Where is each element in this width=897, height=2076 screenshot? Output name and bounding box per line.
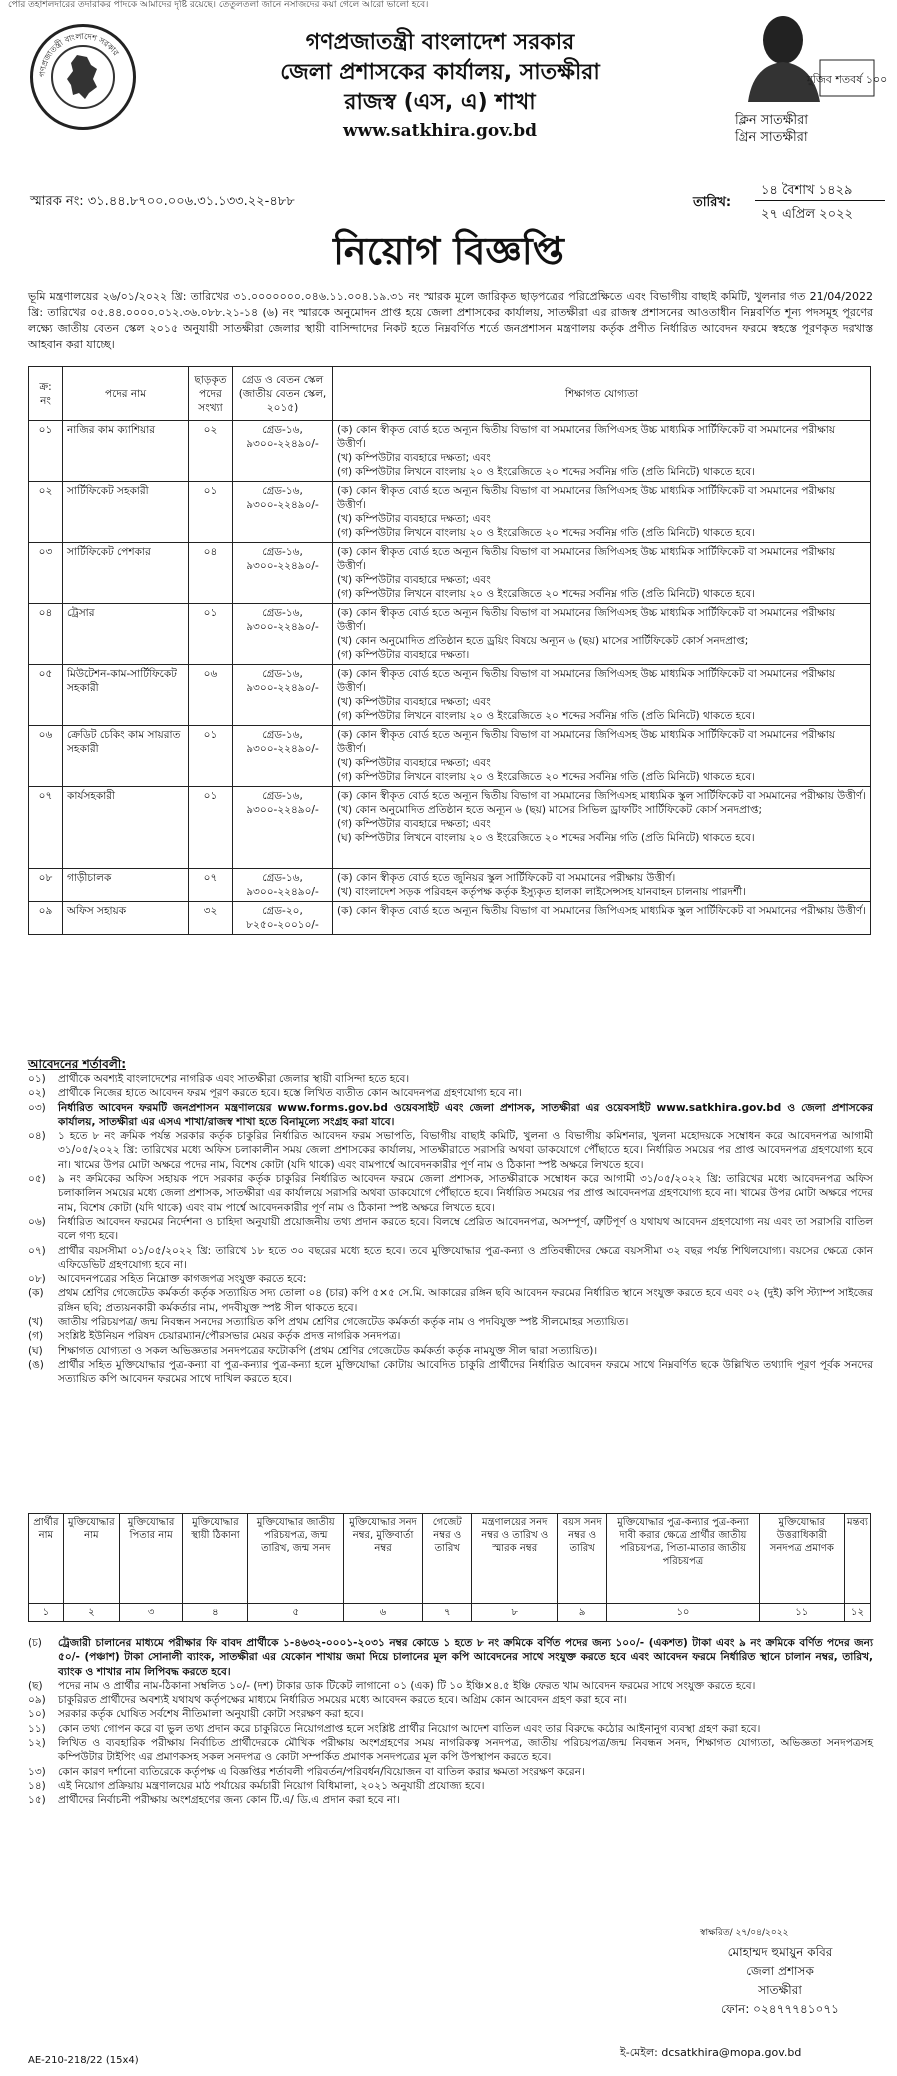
signature-block	[680, 1924, 880, 2019]
condition-item	[28, 1358, 873, 1387]
header-count: ছাড়কৃত পদের সংখ্যা	[189, 367, 233, 421]
condition-number: ০৭)	[28, 1244, 46, 1257]
qualification-line: (ক) কোন স্বীকৃত বোর্ড হতে অন্যূন দ্বিতীয় বিভাগ বা সমমানের জিপিএসহ মাধ্যমিক স্কুল সার্টিফিকেট বা সমমানের পরীক্ষায় উত্তীর্ণ।	[337, 905, 866, 917]
footer-code: AE-210-218/22 (15x4)	[28, 2055, 139, 2066]
post-serial: ০২	[29, 482, 63, 543]
condition-item	[28, 1129, 873, 1172]
qualification-line: (গ) কম্পিউটার লিখনে বাংলায় ২০ ও ইংরেজিতে ২০ শব্দের সর্বনিম্ন গতি (প্রতি মিনিটে) থাকতে হবে।	[337, 588, 755, 600]
docs-number-cell: ১১	[759, 1604, 844, 1622]
post-row	[29, 543, 871, 604]
post-grade-cell	[233, 665, 333, 726]
signed-note: স্বাক্ষরিত/ ২৭/০৪/২০২২	[700, 1928, 789, 1938]
condition-text: ট্রেজারী চালানের মাধ্যমে পরীক্ষার ফি বাবদ প্রার্থীকে ১-৪৬৩২-০০০১-২০৩১ নম্বর কোডে ১ হতে ৮ নং ক্রমিকে বর্ণিত পদের জন্য ১০০/- (একশত) টাকা এবং ৯ নং ক্রমিকে বর্ণিত পদের জন্য ৫০/- (পঞ্চাশ) টাকা সোনালী ব্যাংক, সাতক্ষীরা এর যেকোন শাখায় জমা দিয়ে চালানের মূল কপি আবেদনের সাথে সংযুক্ত করতে হবে এবং আবেদন ফরমে নির্ধারিত স্থানে চালান নম্বর, তারিখ, ব্যাংক ও শাখার নাম লিপিবদ্ধ করতে হবে।	[58, 1637, 873, 1678]
freedom-fighter-table	[28, 1513, 871, 1622]
post-grade-cell	[233, 604, 333, 665]
qualification-line: (খ) কম্পিউটার ব্যবহারে দক্ষতা; এবং	[337, 696, 491, 708]
post-serial: ০৮	[29, 869, 63, 902]
qualification-line: (খ) কম্পিউটার ব্যবহারে দক্ষতা; এবং	[337, 452, 491, 464]
condition-number: ০৬)	[28, 1215, 46, 1228]
posts-table	[28, 366, 871, 935]
docs-header-cell: মুক্তিযোদ্ধার পুত্র-কন্যার পুত্র-কন্যা দাবী করার ক্ষেত্রে প্রার্থীর জাতীয় পরিচয়পত্র, পিতা-মাতার জাতীয় পরিচয়পত্র	[607, 1514, 759, 1604]
condition-number: (গ)	[28, 1330, 44, 1343]
condition-number: ১৫)	[28, 1794, 46, 1807]
docs-number-cell: ১	[29, 1604, 64, 1622]
post-row	[29, 421, 871, 482]
post-name: ট্রেসার	[63, 604, 189, 665]
condition-item	[28, 1779, 873, 1793]
top-clipped-text: পোর তহাশলদারের তদারাকর পাদকে আমাদের দৃষ্টি রয়েছে। তেতুলতলা জানে নসাজদের কয়া গেলে আরো ভালো হবে।	[8, 0, 429, 10]
condition-text: চাকুরিরত প্রার্থীদের অবশ্যই যথাযথ কর্তৃপক্ষের মাধ্যমে নির্ধারিত সময়ের মধ্যে আবেদন করতে হবে। অগ্রিম কোন আবেদন গ্রহণ করা হবে না।	[58, 1694, 627, 1707]
condition-item	[28, 1722, 873, 1736]
signatory-name: মোহাম্মদ হুমায়ুন কবির	[727, 1945, 833, 1959]
condition-item	[28, 1315, 873, 1329]
condition-number: ০৯)	[28, 1694, 46, 1707]
docs-number-cell: ১২	[845, 1604, 871, 1622]
post-qualification	[333, 482, 871, 543]
condition-text: ১ হতে ৮ নং ক্রমিক পর্যন্ত সরকার কর্তৃক চাকুরির নির্ধারিত আবেদন ফরম সভাপতি, বিভাগীয় বাছাই কমিটি, খুলনা ও বিভাগীয় কমিশনার, খুলনা মহোদয়কে সম্বোধন করে আবেদনপত্র আগামী ৩১/০৫/২০২২ খ্রি: তারিখের মধ্যে অফিস চলাকালীন সময় জেলা প্রশাসকের কার্যালয়, সাতক্ষীরাতে সরাসরি অথবা ডাকযোগে পৌঁছাতে হবে। নির্ধারিত সময়ের পর প্রাপ্ত আবেদনপত্র গ্রহণযোগ্য হবে না। খামের উপর মোটা অক্ষরে পদের নাম, বিশেষ কোটা (যদি থাকে) এবং বামপার্শ্বে আবেদনকারীর পূর্ণ নাম ও ঠিকানা স্পষ্ট অক্ষরে লিখতে হবে।	[58, 1130, 873, 1171]
docs-header-cell: বয়স সনদ নম্বর ও তারিখ	[557, 1514, 606, 1604]
post-name: গাড়ীচালক	[63, 869, 189, 902]
condition-item	[28, 1636, 873, 1679]
condition-number: ০১)	[28, 1073, 46, 1085]
conditions-title: আবেদনের শর্তাবলী:	[28, 1057, 127, 1071]
post-serial: ০৯	[29, 902, 63, 935]
office-name: জেলা প্রশাসকের কার্যালয়, সাতক্ষীরা	[280, 60, 600, 85]
post-qualification	[333, 869, 871, 902]
qualification-line: (ক) কোন স্বীকৃত বোর্ড হতে অন্যূন দ্বিতীয় বিভাগ বা সমমানের জিপিএসহ উচ্চ মাধ্যমিক সার্টিফিকেট বা সমমানের পরীক্ষায় উত্তীর্ণ।	[337, 607, 836, 633]
condition-text: প্রার্থীকে অবশ্যই বাংলাদেশের নাগরিক এবং সাতক্ষীরা জেলার স্থায়ী বাসিন্দা হতে হবে।	[58, 1073, 410, 1085]
condition-text: প্রার্থীকে নিজের হাতে আবেদন ফরম পূরণ করতে হবে। হস্তে লিখিত ব্যতীত কোন আবেদনপত্র গ্রহণযোগ্য হবে না।	[58, 1087, 522, 1100]
condition-item	[28, 1244, 873, 1273]
post-grade-cell	[233, 421, 333, 482]
qualification-line: (গ) কম্পিউটার লিখনে বাংলায় ২০ ও ইংরেজিতে ২০ শব্দের সর্বনিম্ন গতি (প্রতি মিনিটে) থাকতে হবে।	[337, 527, 755, 539]
post-row	[29, 665, 871, 726]
docs-number-cell: ৪	[183, 1604, 248, 1622]
post-grade: গ্রেড-১৬,	[262, 607, 303, 619]
qualification-line: (খ) কোন অনুমোদিত প্রতিষ্ঠান হতে অন্যূন ৬ (ছয়) মাসের সিভিল ড্রাফটিং সার্টিফিকেট কোর্স সনদপ্রাপ্ত;	[337, 804, 763, 816]
post-scale: ৮২৫০-২০০১০/-	[246, 919, 319, 931]
post-grade-cell	[233, 787, 333, 869]
docs-number-row	[29, 1604, 871, 1622]
docs-header-cell: গেজেট নম্বর ও তারিখ	[423, 1514, 472, 1604]
website-link[interactable]: www.satkhira.gov.bd	[342, 121, 538, 141]
condition-item	[28, 1707, 873, 1721]
post-name: অফিস সহায়ক	[63, 902, 189, 935]
condition-text: প্রথম শ্রেণির গেজেটেড কর্মকর্তা কর্তৃক সত্যায়িত সদ্য তোলা ০৪ (চার) কপি ৫×৫ সে.মি. আকারের রঙ্গিন ছবি আবেদন ফরমের নির্ধারিত স্থানে সংযুক্ত করতে হবে এবং ০২ (দুই) কপি স্ট্যাম্প সাইজের রঙ্গিন ছবি; প্রত্যয়নকারী কর্মকর্তার নাম, পদবীযুক্ত স্পষ্ট সীল থাকতে হবে।	[58, 1287, 873, 1314]
docs-header-cell: মুক্তিযোদ্ধার উত্তরাধিকারী সনদপত্র প্রমাণক	[759, 1514, 844, 1604]
condition-text: সরকার কর্তৃক ঘোষিত সর্বশেষ নীতিমালা অনুযায়ী কোটা সংরক্ষণ করা হবে।	[58, 1708, 364, 1721]
qualification-line: (ক) কোন স্বীকৃত বোর্ড হতে অন্যূন দ্বিতীয় বিভাগ বা সমমানের জিপিএসহ মাধ্যমিক স্কুল সার্টিফিকেট বা সমমানের পরীক্ষায় উত্তীর্ণ।	[337, 790, 866, 802]
condition-item	[28, 1793, 873, 1807]
qualification-line: (ক) কোন স্বীকৃত বোর্ড হতে জুনিয়র স্কুল সার্টিফিকেট বা সমমানের পরীক্ষায় উত্তীর্ণ।	[337, 872, 676, 884]
header-post: পদের নাম	[63, 367, 189, 421]
header-grade: গ্রেড ও বেতন স্কেল (জাতীয় বেতন স্কেল, ২০১৫)	[233, 367, 333, 421]
docs-number-cell: ১০	[607, 1604, 759, 1622]
docs-header-cell: মুক্তিযোদ্ধার সনদ নম্বর, মুক্তিবার্তা নম্বর	[344, 1514, 423, 1604]
post-scale: ৯৩০০-২২৪৯০/-	[246, 886, 319, 898]
condition-text: পদের নাম ও প্রার্থীর নাম-ঠিকানা সম্বলিত ১০/- (দশ) টাকার ডাক টিকেট লাগানো ০১ (এক) টি ১০ ইঞ্চি×৪.৫ ইঞ্চি ফেরত খাম আবেদন ফরমের সাথে সংযুক্ত করতে হবে।	[58, 1679, 756, 1692]
date-label: তারিখ:	[693, 195, 732, 210]
signatory-phone: ফোন: ০২৪৭৭৭৪১০৭১	[721, 2002, 839, 2016]
docs-header-cell: মুক্তিযোদ্ধার স্থায়ী ঠিকানা	[183, 1514, 248, 1604]
post-qualification	[333, 665, 871, 726]
notice-title: নিয়োগ বিজ্ঞপ্তি	[333, 229, 564, 273]
header-qualification: শিক্ষাগত যোগ্যতা	[333, 367, 871, 421]
post-name: নাজির কাম ক্যাশিয়ার	[63, 421, 189, 482]
date-bangla: ১৪ বৈশাখ ১৪২৯	[755, 182, 885, 201]
conditions-list	[28, 1072, 873, 1387]
condition-number: ১৪)	[28, 1779, 46, 1792]
post-grade: গ্রেড-১৬,	[262, 729, 303, 741]
seal-ring-text: গণপ্রজাতন্ত্রী বাংলাদেশ সরকার	[37, 31, 121, 78]
condition-item	[28, 1329, 873, 1343]
condition-number: ১০)	[28, 1708, 46, 1721]
post-row	[29, 902, 871, 935]
condition-number: ০৪)	[28, 1130, 46, 1143]
post-row	[29, 604, 871, 665]
qualification-line: (খ) কম্পিউটার ব্যবহারে দক্ষতা; এবং	[337, 757, 491, 769]
docs-header-cell: মন্ত্রণালয়ের সনদ নম্বর ও তারিখ ও স্মারক নম্বর	[472, 1514, 557, 1604]
post-grade-cell	[233, 726, 333, 787]
post-name: মিউটেশন-কাম-সার্টিফিকেট সহকারী	[63, 665, 189, 726]
docs-header-cell: মুক্তিযোদ্ধার নাম	[63, 1514, 119, 1604]
docs-number-cell: ৫	[248, 1604, 344, 1622]
post-qualification	[333, 726, 871, 787]
condition-number: (ছ)	[28, 1679, 43, 1692]
condition-text: প্রার্থীদের নির্বাচনী পরীক্ষায় অংশগ্রহণের জন্য কোন টি.এ/ ডি.এ প্রদান করা হবে না।	[58, 1794, 400, 1807]
post-serial: ০৭	[29, 787, 63, 869]
memo-number: স্মারক নং: ৩১.৪৪.৮৭০০.০০৬.৩১.১৩৩.২২-৪৮৮	[30, 194, 295, 209]
condition-number: (ঘ)	[28, 1344, 43, 1357]
post-count: ০৭	[189, 869, 233, 902]
condition-item	[28, 1172, 873, 1215]
qualification-line: (খ) কম্পিউটার ব্যবহারে দক্ষতা; এবং	[337, 513, 491, 525]
condition-text: জাতীয় পরিচয়পত্র/ জন্ম নিবন্ধন সনদের সত্যায়িত কপি প্রথম শ্রেণির গেজেটেড কর্মকর্তা কর্তৃক নাম ও পদবিযুক্ত স্পষ্ট সীলমোহর সত্যায়িত।	[58, 1316, 629, 1329]
post-grade-cell	[233, 482, 333, 543]
post-count: ০১	[189, 787, 233, 869]
condition-number: (খ)	[28, 1316, 44, 1329]
docs-header-cell: মন্তব্য	[845, 1514, 871, 1604]
docs-header-cell: মুক্তিযোদ্ধার পিতার নাম	[119, 1514, 183, 1604]
government-name: গণপ্রজাতন্ত্রী বাংলাদেশ সরকার	[305, 30, 575, 55]
signatory-office: সাতক্ষীরা	[758, 1983, 802, 1997]
qualification-line: (ক) কোন স্বীকৃত বোর্ড হতে অন্যূন দ্বিতীয় বিভাগ বা সমমানের জিপিএসহ উচ্চ মাধ্যমিক সার্টিফিকেট বা সমমানের পরীক্ষায় উত্তীর্ণ।	[337, 485, 836, 511]
post-count: ০৪	[189, 543, 233, 604]
condition-item	[28, 1344, 873, 1358]
post-grade: গ্রেড-১৬,	[262, 790, 303, 802]
condition-item	[28, 1086, 873, 1100]
post-grade: গ্রেড-১৬,	[262, 546, 303, 558]
condition-number: (ঙ)	[28, 1358, 44, 1371]
date-english: ২৭ এপ্রিল ২০২২	[761, 207, 853, 222]
condition-text: কোন তথ্য গোপন করে বা ভুল তথ্য প্রদান করে চাকুরিতে নিয়োগপ্রাপ্ত হলে সংশ্লিষ্ট প্রার্থীর নিয়োগ আদেশ বাতিল এবং তার বিরুদ্ধে কঠোর আইনানুগ ব্যবস্থা গ্রহণ করা হবে।	[58, 1722, 761, 1735]
post-grade: গ্রেড-১৬,	[262, 485, 303, 497]
post-grade: গ্রেড-১৬,	[262, 872, 303, 884]
branch-name: রাজস্ব (এস, এ) শাখা	[344, 90, 536, 115]
seal-ring-icon	[33, 27, 133, 127]
condition-text: লিখিত ও ব্যবহারিক পরীক্ষায় নির্বাচিত প্রার্থীদেরকে মৌখিক পরীক্ষায় অংশগ্রহণের সময় নাগরিকত্ব সনদপত্র, জাতীয় পরিচয়পত্র/জন্ম নিবন্ধন সনদ, শিক্ষাগত যোগ্যতা, অভিজ্ঞতা সনদপত্রসহ কম্পিউটার টাইপিং এর প্রমাণকসহ সকল সনদপত্র ও কোটা সম্পর্কিত প্রমাণক সনদপত্রের মূল কপি উপস্থাপন করতে হবে।	[58, 1737, 873, 1764]
qualification-line: (গ) কম্পিউটার ব্যবহারে দক্ষতা; এবং	[337, 818, 491, 830]
post-qualification	[333, 787, 871, 869]
qualification-line: (গ) কম্পিউটার লিখনে বাংলায় ২০ ও ইংরেজিতে ২০ শব্দের সর্বনিম্ন গতি (প্রতি মিনিটে) থাকতে হবে।	[337, 771, 755, 783]
post-row	[29, 869, 871, 902]
qualification-line: (ক) কোন স্বীকৃত বোর্ড হতে অন্যূন দ্বিতীয় বিভাগ বা সমমানের জিপিএসহ উচ্চ মাধ্যমিক সার্টিফিকেট বা সমমানের পরীক্ষায় উত্তীর্ণ।	[337, 546, 836, 572]
condition-text: সংশ্লিষ্ট ইউনিয়ন পরিষদ চেয়ারম্যান/পৌরসভার মেয়র কর্তৃক প্রদত্ত নাগরিক সনদপত্র।	[58, 1330, 401, 1343]
qualification-line: (খ) বাংলাদেশ সড়ক পরিবহন কর্তৃপক্ষ কর্তৃক ইস্যুকৃত হালকা লাইসেন্সসহ যানবাহন চালনায় পারদর্শী।	[337, 886, 746, 898]
qualification-line: (গ) কম্পিউটার লিখনে বাংলায় ২০ ও ইংরেজিতে ২০ শব্দের সর্বনিম্ন গতি (প্রতি মিনিটে) থাকতে হবে।	[337, 710, 755, 722]
intro-paragraph: ভূমি মন্ত্রণালয়ের ২৬/০১/২০২২ খ্রি: তারিখের ৩১.০০০০০০০.০৪৬.১১.০০৪.১৯.৩১ নং স্মারক মূলে জারিকৃত ছাড়পত্রের পরিপ্রেক্ষিতে এবং বিভাগীয় বাছাই কমিটি, খুলনার গত 21/04/2022 খ্রি: তারিখের ০৫.৪৪.০০০০.০১২.৩৬.০৮৮.২১-১৪ (৬) নং স্মারকে অনুমোদন প্রাপ্ত হয়ে জেলা প্রশাসকের কার্যালয়, সাতক্ষীরা এর রাজস্ব প্রশাসনের আওতাধীন নিম্নবর্ণিত শূন্য পদসমূহ পূরণের লক্ষ্যে জাতীয় বেতন স্কেল ২০১৫ অনুযায়ী সাতক্ষীরা জেলার স্থায়ী বাসিন্দাদের নিকট হতে নিম্নবর্ণিত শর্তে জনপ্রশাসন মন্ত্রণালয় কর্তৃক প্রণীত নির্ধারিত আবেদন ফরমে স্বহস্তে পূরণকৃত দরখাস্ত আহবান করা যাচ্ছে।	[28, 290, 873, 351]
portrait-icon	[728, 10, 888, 102]
post-count: ৩২	[189, 902, 233, 935]
post-serial: ০৪	[29, 604, 63, 665]
centenary-text: মুজিব শতবর্ষ ১০০	[806, 73, 888, 86]
docs-number-cell: ৩	[119, 1604, 183, 1622]
post-qualification	[333, 604, 871, 665]
docs-header-cell: মুক্তিযোদ্ধার জাতীয় পরিচয়পত্র, জন্ম তারিখ, জন্ম সনদ	[248, 1514, 344, 1604]
post-serial: ০৫	[29, 665, 63, 726]
docs-number-cell: ৯	[557, 1604, 606, 1622]
header-serial: ক্র: নং	[29, 367, 63, 421]
post-qualification	[333, 543, 871, 604]
condition-item	[28, 1101, 873, 1130]
post-scale: ৯৩০০-২২৪৯০/-	[246, 682, 319, 694]
post-qualification	[333, 902, 871, 935]
qualification-line: (ক) কোন স্বীকৃত বোর্ড হতে অন্যূন দ্বিতীয় বিভাগ বা সমমানের জিপিএসহ উচ্চ মাধ্যমিক সার্টিফিকেট বা সমমানের পরীক্ষায় উত্তীর্ণ।	[337, 668, 836, 694]
slogan	[735, 112, 885, 146]
condition-number: ০২)	[28, 1087, 46, 1100]
post-scale: ৯৩০০-২২৪৯০/-	[246, 560, 319, 572]
condition-number: ০৮)	[28, 1273, 46, 1286]
post-row	[29, 787, 871, 869]
post-scale: ৯৩০০-২২৪৯০/-	[246, 499, 319, 511]
post-name: কার্যসহকারী	[63, 787, 189, 869]
docs-number-cell: ৬	[344, 1604, 423, 1622]
condition-text: প্রার্থীর সহিত মুক্তিযোদ্ধার পুত্র-কন্যা বা পুত্র-কন্যার পুত্র-কন্যা হলে মুক্তিযোদ্ধা কোটায় আবেদিত চাকুরি প্রার্থীদের নির্ধারিত আবেদন ফরমে সাথে নিম্নবর্ণিত ছকে উল্লিখিত তথ্যাদি পূরণ পূর্বক সনদের সত্যায়িত কপি আবেদন ফরমের সাথে দাখিল করতে হবে।	[58, 1358, 873, 1386]
condition-item	[28, 1072, 873, 1086]
condition-number: ০৫)	[28, 1173, 46, 1186]
docs-number-cell: ২	[63, 1604, 119, 1622]
condition-number: ১১)	[28, 1722, 46, 1735]
condition-text: এই নিয়োগ প্রক্রিয়ায় মন্ত্রণালয়ের মাঠ পর্যায়ের কর্মচারী নিয়োগ বিধিমালা, ২০২১ অনুযায়ী প্রযোজ্য হবে।	[58, 1779, 485, 1792]
condition-text: ৯ নং ক্রমিকের অফিস সহায়ক পদে সরকার কর্তৃক চাকুরির নির্ধারিত আবেদন ফরমে জেলা প্রশাসক, সাতক্ষীরাকে সম্বোধন করে আগামী ৩১/০৫/২০২২ খ্রি: তারিখের মধ্যে আবেদনপত্র অফিস চলাকালিন সময়ের মধ্যে জেলা প্রশাসক, সাতক্ষীরা এর কার্যালয়ে সরাসরি অথবা ডাকযোগে পৌঁছাতে হবে। নির্ধারিত সময়ের পর প্রাপ্ত আবেদনপত্র গ্রহণযোগ্য হবে না। খামের উপর মোটা অক্ষরে পদের নাম, বিশেষ কোটা (যদি থাকে) এবং বাম পার্শ্বে আবেদনকারীর পূর্ণ নাম ও ঠিকানা স্পষ্ট অক্ষরে লিখতে হবে।	[58, 1173, 873, 1214]
condition-number: (ক)	[28, 1287, 44, 1300]
post-grade-cell	[233, 902, 333, 935]
post-scale: ৯৩০০-২২৪৯০/-	[246, 621, 319, 633]
government-seal-logo	[30, 24, 136, 130]
post-count: ০১	[189, 726, 233, 787]
post-grade-cell	[233, 869, 333, 902]
condition-text: আবেদনপত্রের সহিত নিম্নোক্ত কাগজপত্র সংযুক্ত করতে হবে:	[58, 1273, 307, 1286]
post-serial: ০৩	[29, 543, 63, 604]
qualification-line: (গ) কম্পিউটার ব্যবহারে দক্ষতা।	[337, 649, 470, 661]
office-header	[180, 28, 700, 144]
post-scale: ৯৩০০-২২৪৯০/-	[246, 804, 319, 816]
condition-number: ১৩)	[28, 1765, 46, 1778]
post-name: সার্টিফিকেট সহকারী	[63, 482, 189, 543]
post-row	[29, 482, 871, 543]
condition-text: শিক্ষাগত যোগ্যতা ও সকল অভিজ্ঞতার সনদপত্রের ফটোকপি (প্রথম শ্রেণির গেজেটেড কর্মকর্তা কর্তৃক নামযুক্ত সীল দ্বারা সত্যায়িত)।	[58, 1344, 598, 1357]
post-count: ০২	[189, 421, 233, 482]
post-grade: গ্রেড-২০,	[262, 905, 303, 917]
post-count: ০১	[189, 604, 233, 665]
post-row	[29, 726, 871, 787]
condition-text: নির্ধারিত আবেদন ফরমের নির্দেশনা ও চাহিদা অনুযায়ী প্রয়োজনীয় তথ্য প্রদান করতে হবে। বিলম্বে প্রেরিত আবেদনপত্র, অসম্পূর্ণ, ত্রুটিপূর্ণ ও যথাযথ আবেদন গ্রহণযোগ্য নয় এবং তা সরাসরি বাতিল বলে গণ্য হবে।	[58, 1215, 873, 1243]
post-qualification	[333, 421, 871, 482]
condition-item	[28, 1679, 873, 1693]
slogan-green: গ্রিন সাতক্ষীরা	[735, 130, 808, 145]
condition-item	[28, 1693, 873, 1707]
slogan-clean: ক্লিন সাতক্ষীরা	[735, 113, 809, 128]
post-count: ০৬	[189, 665, 233, 726]
condition-text: নির্ধারিত আবেদন ফরমটি জনপ্রশাসন মন্ত্রণালয়ের www.forms.gov.bd ওয়েবসাইট এবং জেলা প্রশাসক, সাতক্ষীরা এর ওয়েবসাইট www.satkhira.gov.bd ও জেলা প্রশাসকের কার্যালয়, সাতক্ষীরা এর এসএ শাখা/রাজস্ব শাখা হতে বিনামূল্যে সংগ্রহ করা যাবে।	[58, 1101, 873, 1128]
condition-item	[28, 1272, 873, 1286]
qualification-line: (ঘ) কম্পিউটার লিখনে বাংলায় ২০ ও ইংরেজিতে ২০ শব্দের সর্বনিম্ন গতি (প্রতি মিনিটে) থাকতে হবে।	[337, 832, 755, 844]
condition-number: ১২)	[28, 1737, 46, 1750]
qualification-line: (খ) কোন অনুমোদিত প্রতিষ্ঠান হতে ড্রয়িং বিষয়ে অন্যূন ৬ (ছয়) মাসের সার্টিফিকেট কোর্স সনদপ্রাপ্ত;	[337, 635, 749, 647]
post-serial: ০১	[29, 421, 63, 482]
post-count: ০১	[189, 482, 233, 543]
condition-item	[28, 1765, 873, 1779]
signatory-designation: জেলা প্রশাসক	[746, 1964, 814, 1978]
post-scale: ৯৩০০-২২৪৯০/-	[246, 438, 319, 450]
docs-header-row	[29, 1514, 871, 1604]
qualification-line: (গ) কম্পিউটার লিখনে বাংলায় ২০ ও ইংরেজিতে ২০ শব্দের সর্বনিম্ন গতি (প্রতি মিনিটে) থাকতে হবে।	[337, 466, 755, 478]
mujib-centenary-emblem	[728, 10, 888, 102]
post-name: সার্টিফিকেট পেশকার	[63, 543, 189, 604]
qualification-line: (ক) কোন স্বীকৃত বোর্ড হতে অন্যূন দ্বিতীয় বিভাগ বা সমমানের জিপিএসহ উচ্চ মাধ্যমিক সার্টিফিকেট বা সমমানের পরীক্ষায় উত্তীর্ণ।	[337, 424, 836, 450]
signatory-email[interactable]: ই-মেইল: dcsatkhira@mopa.gov.bd	[620, 2046, 802, 2059]
post-serial: ০৬	[29, 726, 63, 787]
condition-text: প্রার্থীর বয়সসীমা ০১/০৫/২০২২ খ্রি: তারিখে ১৮ হতে ৩০ বছরের মধ্যে হতে হবে। তবে মুক্তিযোদ্ধার পুত্র-কন্যা ও প্রতিবন্ধীদের ক্ষেত্রে বয়সসীমা ৩২ বছর পর্যন্ত শিথিলযোগ্য। বয়সের ক্ষেত্রে কোন এফিডেভিট গ্রহণযোগ্য হবে না।	[58, 1244, 873, 1271]
condition-number: ০৩)	[28, 1101, 46, 1114]
post-name: ক্রেডিট চেকিং কাম সায়রাত সহকারী	[63, 726, 189, 787]
docs-number-cell: ৮	[472, 1604, 557, 1622]
post-grade: গ্রেড-১৬,	[262, 424, 303, 436]
condition-item	[28, 1736, 873, 1765]
post-grade: গ্রেড-১৬,	[262, 668, 303, 680]
docs-number-cell: ৭	[423, 1604, 472, 1622]
condition-item	[28, 1286, 873, 1315]
condition-number: (চ)	[28, 1637, 42, 1649]
post-grade-cell	[233, 543, 333, 604]
svg-text:গণপ্রজাতন্ত্রী বাংলাদেশ সরকার	[38, 32, 121, 77]
condition-text: কোন কারণ দর্শানো ব্যতিরেকে কর্তৃপক্ষ এ বিজ্ঞপ্তির শর্তাবলী পরিবর্তন/পরিবর্ধন/বিয়োজন বা বাতিল করার ক্ষমতা সংরক্ষণ করেন।	[58, 1765, 585, 1778]
posts-table-header	[29, 367, 871, 421]
condition-item	[28, 1215, 873, 1244]
conditions-list-2	[28, 1636, 873, 1808]
qualification-line: (খ) কম্পিউটার ব্যবহারে দক্ষতা; এবং	[337, 574, 491, 586]
docs-header-cell: প্রার্থীর নাম	[29, 1514, 64, 1604]
post-scale: ৯৩০০-২২৪৯০/-	[246, 743, 319, 755]
qualification-line: (ক) কোন স্বীকৃত বোর্ড হতে অন্যূন দ্বিতীয় বিভাগ বা সমমানের জিপিএসহ উচ্চ মাধ্যমিক সার্টিফিকেট বা সমমানের পরীক্ষায় উত্তীর্ণ।	[337, 729, 836, 755]
